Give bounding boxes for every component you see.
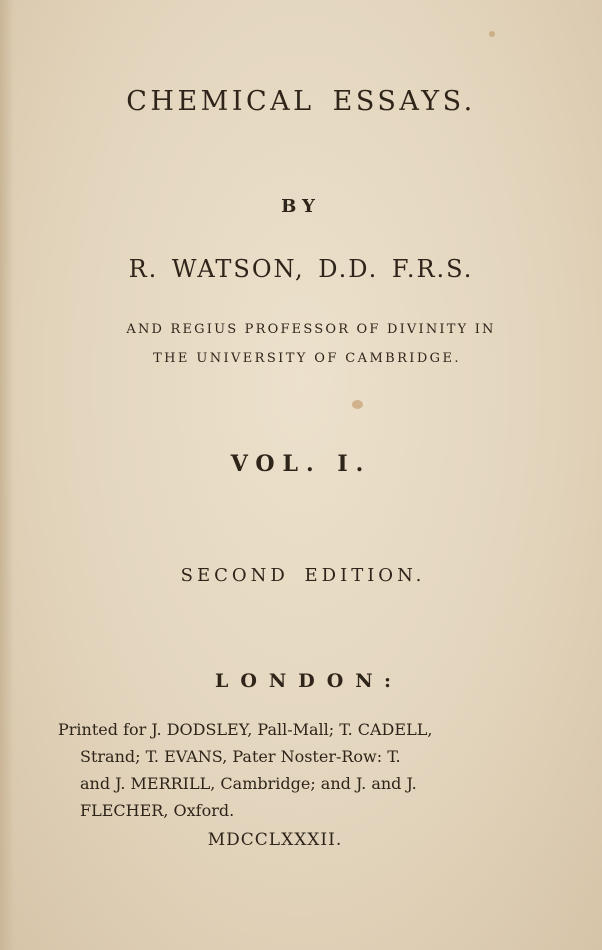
- author-name: R. WATSON, D.D. F.R.S.: [128, 255, 474, 283]
- imprint: [58, 716, 498, 824]
- author-affiliation-line-1: AND REGIUS PROFESSOR OF DIVINITY IN: [126, 322, 496, 337]
- author-affiliation-line-2: THE UNIVERSITY OF CAMBRIDGE.: [153, 351, 461, 366]
- publication-date: MDCCLXXXII.: [207, 830, 343, 850]
- foxing-spot: [352, 400, 363, 409]
- edition-statement: SECOND EDITION.: [180, 565, 426, 586]
- volume-number: VOL. I.: [230, 451, 372, 477]
- publication-place: LONDON:: [214, 670, 403, 692]
- imprint-line: Printed for J. DODSLEY, Pall-Mall; T. CADELL,: [58, 720, 433, 739]
- imprint-line: FLECHER, Oxford.: [80, 801, 235, 820]
- imprint-line: Strand; T. EVANS, Pater Noster-Row: T.: [80, 747, 401, 766]
- foxing-spot: [489, 31, 495, 37]
- book-title: CHEMICAL ESSAYS.: [126, 86, 476, 117]
- by-line: BY: [281, 196, 321, 217]
- imprint-line: and J. MERRILL, Cambridge; and J. and J.: [80, 774, 417, 793]
